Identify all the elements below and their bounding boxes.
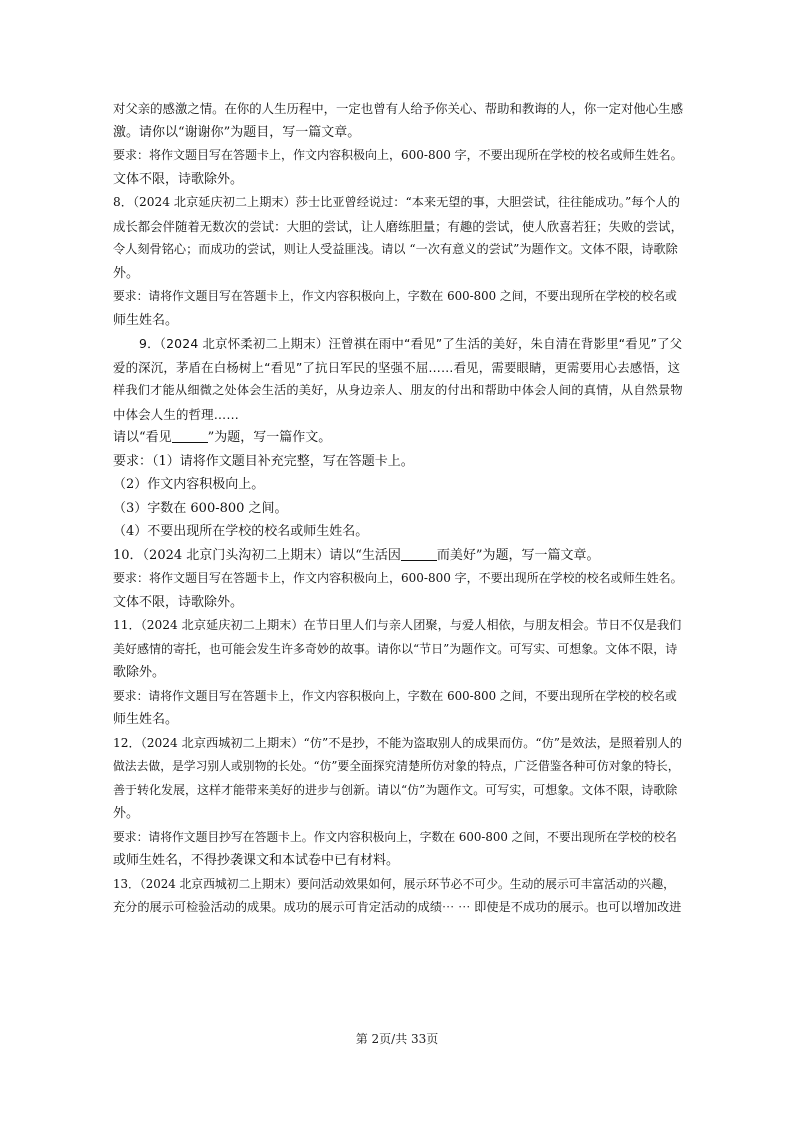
text-line: 歌除外。 — [113, 665, 166, 680]
text-line: 外。 — [113, 806, 140, 821]
fill-blank — [172, 430, 208, 443]
text-line: 中体会人生的哲理…… — [113, 406, 239, 422]
text-line: 样我们才能从细微之处体会生活的美好，从身边亲人、朋友的付出和帮助中体会人间的真情，从自然景物 — [113, 383, 683, 397]
page-footer: 第 2页/共 33页 — [355, 1032, 439, 1046]
text-line: 要求：请将作文题目写在答题卡上，作文内容积极向上，字数在 600-800 之间，不要出现所在学校的校名或 — [113, 289, 677, 303]
text-line: 美好感情的寄托，也可能会发生许多奇妙的故事。请你以“节日”为题作文。可写实、可想象。文体不限，诗 — [113, 641, 678, 656]
text-line: 要求：请将作文题目写在答题卡上，作文内容积极向上，字数在 600-800 之间，不要出现所在学校的校名或 — [113, 688, 677, 703]
question-12-line: 12．（2024 北京西城初二上期末）“仿”不是抄，不能为盗取别人的成果而仿。“仿”是效法，是照着别人的 — [113, 735, 682, 750]
text-line: 成长都会伴随着无数次的尝试：大胆的尝试，让人磨练胆量；有趣的尝试，使人欣喜若狂；失败的尝试， — [113, 218, 683, 234]
text-line: 要求：请将作文题目抄写在答题卡上。作文内容积极向上，字数在 600-800 之间，不要出现所在学校的校名 — [113, 829, 677, 844]
text-line: 善于转化发展，这样才能带来美好的进步与创新。请以“仿”为题作文。可写实，可想象。文体不限，诗歌除 — [113, 782, 678, 797]
prompt-prefix: 10．（2024 北京门头沟初二上期末）请以“生活因 — [113, 547, 401, 563]
title-prompt-line — [113, 426, 683, 450]
question-10-line — [113, 544, 683, 568]
fill-blank — [401, 548, 437, 561]
text-line: 激。请你以“谢谢你”为题目，写一篇文章。 — [113, 124, 361, 140]
question-9-line: 9．（2024 北京怀柔初二上期末）汪曾祺在雨中“看见”了生活的美好，朱自清在背影里“看见”了父 — [139, 336, 683, 351]
text-line: 爱的深沉，茅盾在白杨树上“看见”了抗日军民的坚强不屈……看见，需要眼睛，更需要用心去感悟，这 — [113, 359, 681, 375]
text-line: （3）字数在 600-800 之间。 — [113, 500, 288, 516]
text-line: 或师生姓名，不得抄袭课文和本试卷中已有材料。 — [113, 853, 400, 868]
text-line: 令人刻骨铭心；而成功的尝试，则让人受益匪浅。请以 “一次有意义的尝试”为题作文。文体不限，诗歌除 — [113, 242, 678, 256]
text-line: 外。 — [113, 265, 140, 281]
text-line: 师生姓名。 — [113, 712, 179, 727]
page-body — [113, 97, 683, 920]
prompt-suffix: ”为题，写一篇作文。 — [207, 430, 332, 445]
text-line: 要求：将作文题目写在答题卡上，作文内容积极向上，600-800 字，不要出现所在学校的校名或师生姓名。 — [113, 571, 683, 585]
text-line: 充分的展示可检验活动的成果。成功的展示可肯定活动的成绩⋯ ⋯ 即使是不成功的展示。也可以增加改进 — [113, 900, 682, 914]
text-line: 文体不限，诗歌除外。 — [113, 171, 244, 187]
text-line: 要求：将作文题目写在答题卡上，作文内容积极向上，600-800 字，不要出现所在学校的校名或师生姓名。 — [113, 148, 683, 162]
question-13-line: 13．（2024 北京西城初二上期末）要问活动效果如何，展示环节必不可少。生动的展示可丰富活动的兴趣， — [113, 876, 675, 891]
text-line: 师生姓名。 — [113, 312, 179, 328]
question-11-line: 11．（2024 北京延庆初二上期末）在节日里人们与亲人团聚，与爱人相依，与朋友相会。节日不仅是我们 — [113, 618, 682, 632]
text-line: 要求：（1）请将作文题目补充完整，写在答题卡上。 — [113, 453, 414, 469]
text-line: 对父亲的感激之情。在你的人生历程中，一定也曾有人给予你关心、帮助和教诲的人，你一定对他心生感 — [113, 101, 683, 116]
text-line: 做法去做，是学习别人或别物的长处。“仿”要全面探究清楚所仿对象的特点，广泛借鉴各种可仿对象的特长， — [113, 759, 680, 773]
text-line: （4）不要出现所在学校的校名或师生姓名。 — [113, 524, 369, 539]
question-8-line: 8．（2024 北京延庆初二上期末）莎士比亚曾经说过：“本来无望的事，大胆尝试，往往能成功。”每个人的 — [113, 195, 680, 209]
text-line: （2）作文内容积极向上。 — [113, 477, 265, 492]
prompt-suffix: 而美好”为题，写一篇文章。 — [436, 547, 600, 563]
text-line: 文体不限，诗歌除外。 — [113, 594, 244, 610]
prompt-prefix: 请以“看见 — [113, 430, 172, 445]
